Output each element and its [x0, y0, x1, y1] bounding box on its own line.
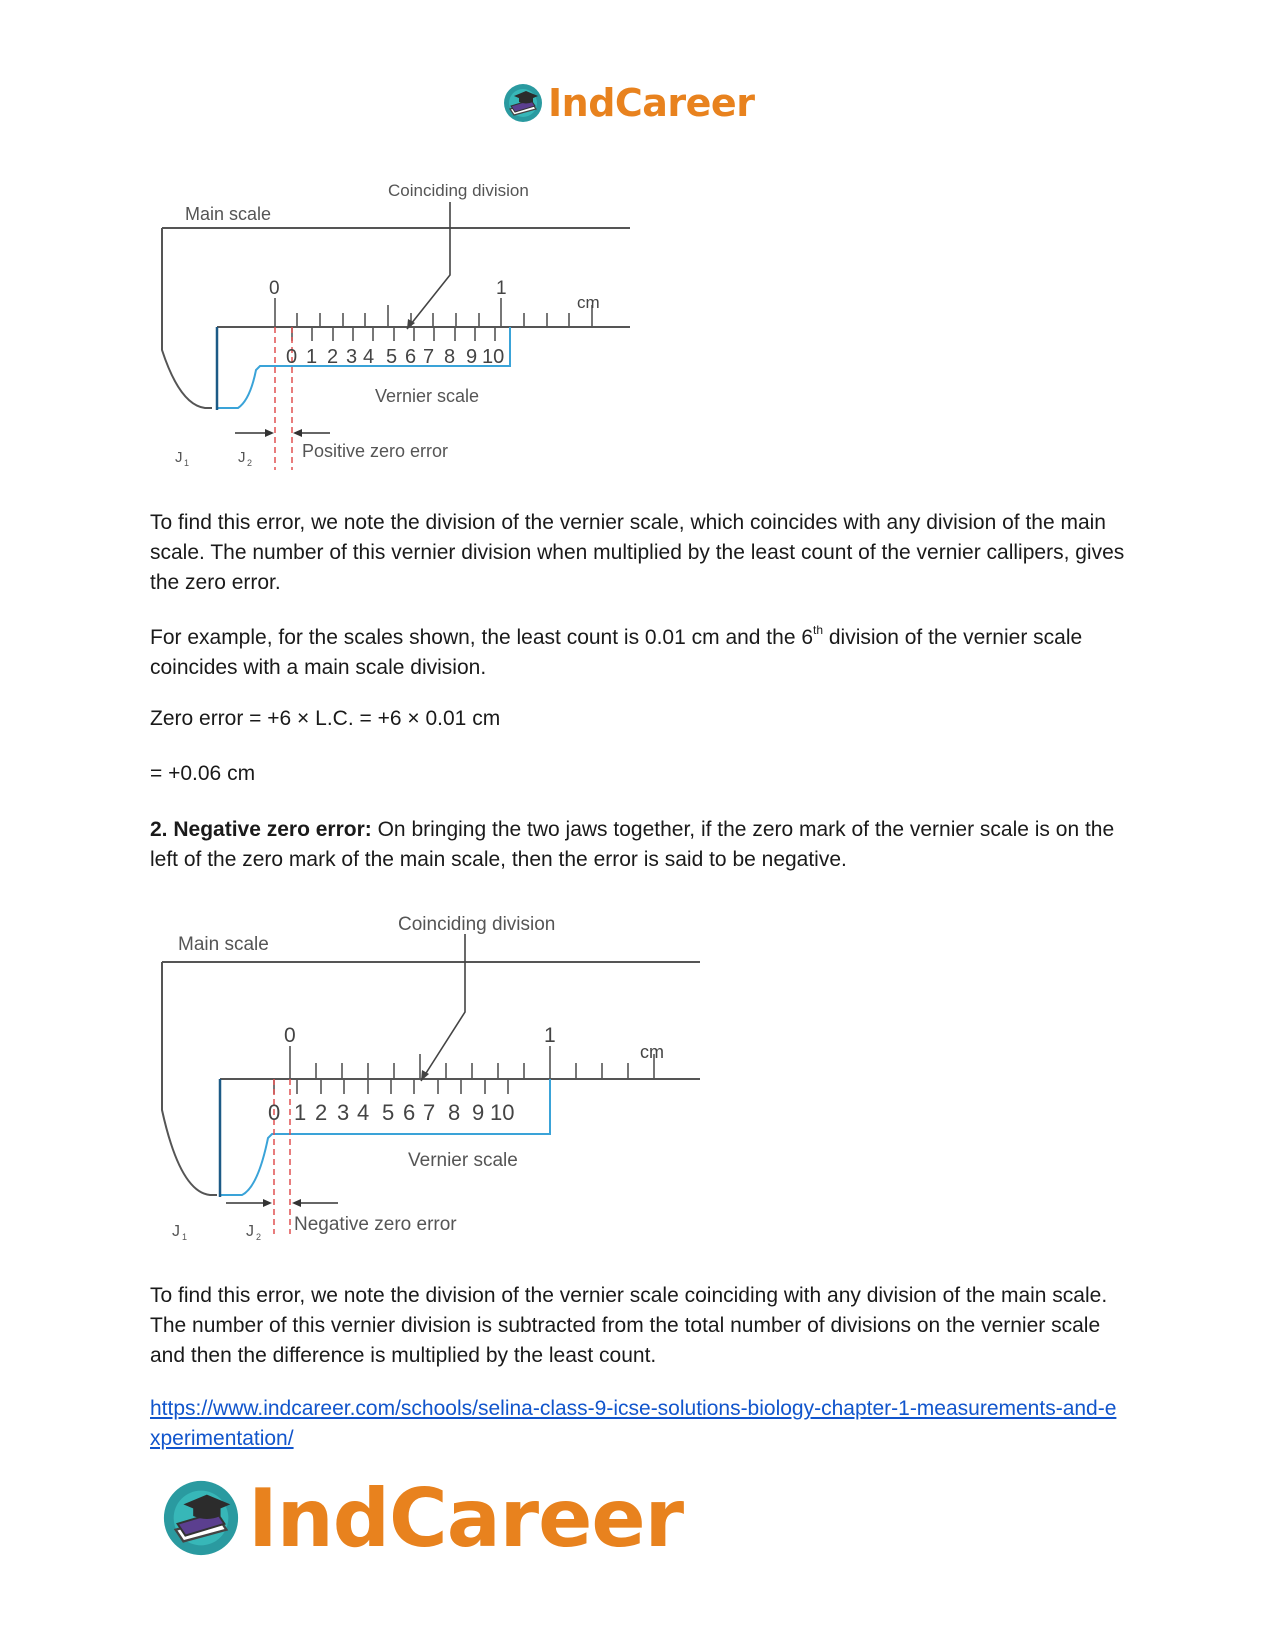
zero-error-result: = +0.06 cm [150, 762, 256, 785]
definition-text: On bringing the two jaws together, if the zero mark of the vernier scale is on the left of the zero mark of the main scale, then the error is said to be negative. [150, 818, 1115, 871]
positive-zero-error-diagram [150, 180, 630, 480]
main-scale-zero: 0 [284, 1024, 296, 1047]
vernier-number: 3 [346, 346, 358, 368]
vernier-scale-label: Vernier scale [408, 1150, 518, 1171]
vernier-number: 2 [315, 1100, 328, 1125]
main-scale-one: 1 [544, 1024, 556, 1047]
vernier-number: 4 [357, 1100, 370, 1125]
jaw-1-subscript: 1 [182, 1232, 188, 1242]
cm-label: cm [577, 293, 600, 312]
vernier-number: 6 [403, 1100, 416, 1125]
main-scale-one: 1 [496, 278, 507, 299]
jaw-2-label: J [238, 449, 246, 466]
vernier-number: 5 [386, 346, 398, 368]
vernier-number: 9 [472, 1100, 485, 1125]
vernier-number: 0 [268, 1100, 281, 1125]
vernier-number: 1 [306, 346, 318, 368]
vernier-number: 5 [382, 1100, 395, 1125]
vernier-number: 8 [444, 346, 456, 368]
example-text: For example, for the scales shown, the least count is 0.01 cm and the 6 [150, 626, 814, 649]
jaw-2-label: J [246, 1223, 254, 1240]
paragraph-negative-error-method: To find this error, we note the division of the vernier scale coinciding with any division of the main scale. The number of this vernier division is subtracted from the total number of divisions on the vernier scale and then the difference is multiplied by the least count. [150, 1284, 1108, 1367]
ordinal-suffix: th [813, 623, 824, 637]
jaw-1-label: J [175, 449, 183, 466]
vernier-number: 9 [466, 346, 478, 368]
brand-name: IndCareer [248, 1471, 684, 1565]
graduation-cap-book-icon [160, 1477, 242, 1559]
jaw-1-label: J [172, 1223, 180, 1240]
vernier-number: 8 [448, 1100, 461, 1125]
vernier-number: 7 [423, 1100, 436, 1125]
vernier-number: 4 [363, 346, 375, 368]
vernier-number: 7 [423, 346, 435, 368]
zero-error-equation: Zero error = +6 × L.C. = +6 × 0.01 cm [150, 707, 501, 730]
vernier-number: 3 [337, 1100, 350, 1125]
main-scale-label: Main scale [185, 204, 272, 224]
graduation-cap-book-icon [502, 82, 544, 124]
jaw-1-subscript: 1 [184, 458, 190, 468]
paragraph-positive-error-method: To find this error, we note the division of the vernier scale, which coincides with any division of the main scale. The number of this vernier division when multiplied by the least count of the vernier callipers, gives the zero error. [150, 511, 1125, 594]
jaw-2-subscript: 2 [256, 1232, 262, 1242]
negative-zero-error-diagram [150, 912, 700, 1242]
vernier-number: 10 [490, 1100, 515, 1125]
vernier-numbers [286, 346, 504, 368]
vernier-number: 1 [294, 1100, 307, 1125]
vernier-number: 2 [327, 346, 339, 368]
brand-logo-bottom [160, 1468, 683, 1568]
vernier-number: 10 [482, 346, 505, 368]
brand-name: IndCareer [548, 81, 755, 125]
coinciding-division-label: Coinciding division [398, 914, 556, 935]
source-link[interactable]: https://www.indcareer.com/schools/selina-class-9-icse-solutions-biology-chapter-1-measurements-and-experimentation/ [150, 1397, 1117, 1450]
vernier-number: 0 [286, 346, 298, 368]
main-scale-label: Main scale [178, 934, 269, 955]
brand-logo-top [502, 78, 754, 128]
jaw-2-subscript: 2 [247, 458, 253, 468]
vernier-scale-label: Vernier scale [375, 386, 480, 406]
vernier-number: 6 [405, 346, 417, 368]
main-scale-zero: 0 [269, 278, 280, 299]
paragraph-negative-error-definition [150, 815, 1125, 875]
negative-zero-error-label: Negative zero error [294, 1214, 457, 1235]
cm-label: cm [640, 1042, 664, 1062]
positive-zero-error-label: Positive zero error [302, 441, 449, 461]
coinciding-division-label: Coinciding division [388, 181, 529, 200]
example-text-end: division of the vernier scale coincides with a main scale division. [150, 626, 1083, 679]
paragraph-example [150, 623, 1125, 683]
section-heading: 2. Negative zero error: [150, 818, 372, 841]
vernier-numbers [268, 1100, 514, 1125]
